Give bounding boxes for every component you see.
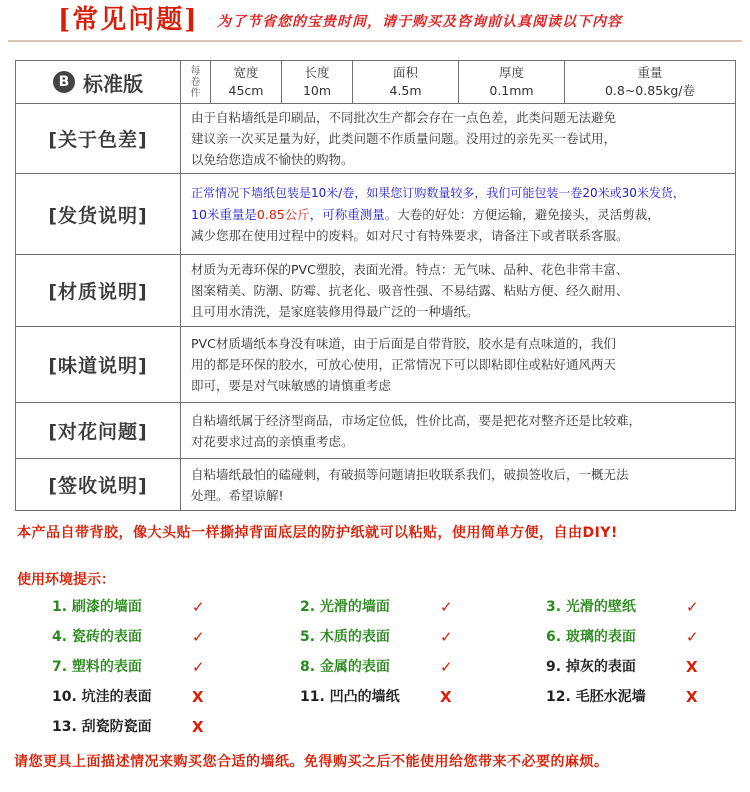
faq-label-receipt: [签收说明] <box>16 459 181 511</box>
spec-weight: 重量 0.8~0.85kg/卷 <box>565 61 736 104</box>
version-label: 标准版 <box>83 71 143 96</box>
faq-row-smell <box>16 327 736 403</box>
cross-icon: X <box>192 718 204 736</box>
env-item: 5. 木质的表面 <box>300 629 390 645</box>
faq-text-pattern: 自粘墙纸属于经济型商品，市场定位低，性价比高，要是把花对整齐还是比较难， 对花要求过高的亲慎重考虑。 <box>181 403 736 459</box>
check-icon: ✓ <box>686 598 699 616</box>
check-icon: ✓ <box>440 598 453 616</box>
check-icon: ✓ <box>192 658 205 676</box>
header-banner <box>0 0 750 42</box>
env-item: 1. 刷漆的墙面 <box>52 599 142 615</box>
spec-area: 面积 4.5m <box>353 61 459 104</box>
env-item: 13. 刮瓷防瓷面 <box>52 719 152 735</box>
cross-icon: X <box>686 658 698 676</box>
faq-row-material <box>16 255 736 327</box>
check-icon: ✓ <box>440 628 453 646</box>
faq-text-receipt: 自粘墙纸最怕的磕碰刺，有破损等问题请拒收联系我们，破损签收后，一概无法 处理。希望谅解! <box>181 459 736 511</box>
faq-text-shipping: 正常情况下墙纸包装是10米/卷，如果您订购数量较多，我们可能包装一卷20米或30米发货， 10米重量是0.85公斤，可称重测量。大卷的好处：方便运输，避免接头，灵活剪裁， 减少您那在使用过程中的废料。如对尺寸有特殊要求，请备注下或者联系客服。 <box>181 174 736 255</box>
spec-thickness: 厚度 0.1mm <box>459 61 565 104</box>
faq-row-receipt <box>16 459 736 511</box>
faq-label-pattern: [对花问题] <box>16 403 181 459</box>
page-subtitle: 为了节省您的宝贵时间，请于购买及咨询前认真阅读以下内容 <box>217 14 622 30</box>
env-item: 3. 光滑的壁纸 <box>546 599 636 615</box>
per-roll-label: 每 卷 件 <box>181 61 211 104</box>
cross-icon: X <box>686 688 698 706</box>
env-item: 9. 掉灰的表面 <box>546 659 636 675</box>
check-icon: ✓ <box>192 598 205 616</box>
env-item: 7. 塑料的表面 <box>52 659 142 675</box>
faq-label-smell: [味道说明] <box>16 327 181 403</box>
spec-width: 宽度 45cm <box>211 61 282 104</box>
check-icon: ✓ <box>192 628 205 646</box>
env-item: 8. 金属的表面 <box>300 659 390 675</box>
usage-notice: 本产品自带背胶，像大头贴一样撕掉背面底层的防护纸就可以粘贴，使用简单方便，自由DIY! <box>17 525 618 541</box>
faq-label-material: [材质说明] <box>16 255 181 327</box>
env-item: 11. 凹凸的墙纸 <box>300 689 400 705</box>
faq-label-shipping: [发货说明] <box>16 174 181 255</box>
spec-row <box>16 61 736 104</box>
environment-title: 使用环境提示： <box>17 572 115 588</box>
spec-length: 长度 10m <box>282 61 353 104</box>
faq-label-color: [关于色差] <box>16 104 181 174</box>
check-icon: ✓ <box>440 658 453 676</box>
faq-table <box>15 60 736 511</box>
env-item: 2. 光滑的墙面 <box>300 599 390 615</box>
faq-text-color: 由于自粘墙纸是印刷品，不同批次生产都会存在一点色差，此类问题无法避免 建议亲一次买足量为好，此类问题不作质量问题。没用过的亲先买一卷试用， 以免给您造成不愉快的购物。 <box>181 104 736 174</box>
faq-row-shipping <box>16 174 736 255</box>
footer-note: 请您更具上面描述情况来购买您合适的墙纸。免得购买之后不能使用给您带来不必要的麻烦。 <box>14 754 609 770</box>
env-item: 6. 玻璃的表面 <box>546 629 636 645</box>
faq-row-pattern <box>16 403 736 459</box>
faq-text-material: 材质为无毒环保的PVC塑胶，表面光滑。特点：无气味、品种、花色非常丰富、 图案精美、防潮、防霉、抗老化、吸音性强、不易结露、粘贴方便、经久耐用、 且可用水清洗，是家庭装修用得最广泛的一种墙纸。 <box>181 255 736 327</box>
cross-icon: X <box>192 688 204 706</box>
check-icon: ✓ <box>686 628 699 646</box>
env-item: 12. 毛胚水泥墙 <box>546 689 646 705</box>
env-item: 10. 坑洼的表面 <box>52 689 152 705</box>
env-item: 4. 瓷砖的表面 <box>52 629 142 645</box>
page-title: [常见问题] <box>58 5 199 35</box>
faq-row-color <box>16 104 736 174</box>
cross-icon: X <box>440 688 452 706</box>
version-cell <box>16 61 181 104</box>
faq-text-smell: PVC材质墙纸本身没有味道，由于后面是自带背胶，胶水是有点味道的，我们 用的都是环保的胶水，可放心使用，正常情况下可以即粘即住或粘好通风两天 即可，要是对气味敏感的请慎重考虑 <box>181 327 736 403</box>
version-badge-icon: B <box>53 71 75 93</box>
header-divider <box>8 40 742 42</box>
